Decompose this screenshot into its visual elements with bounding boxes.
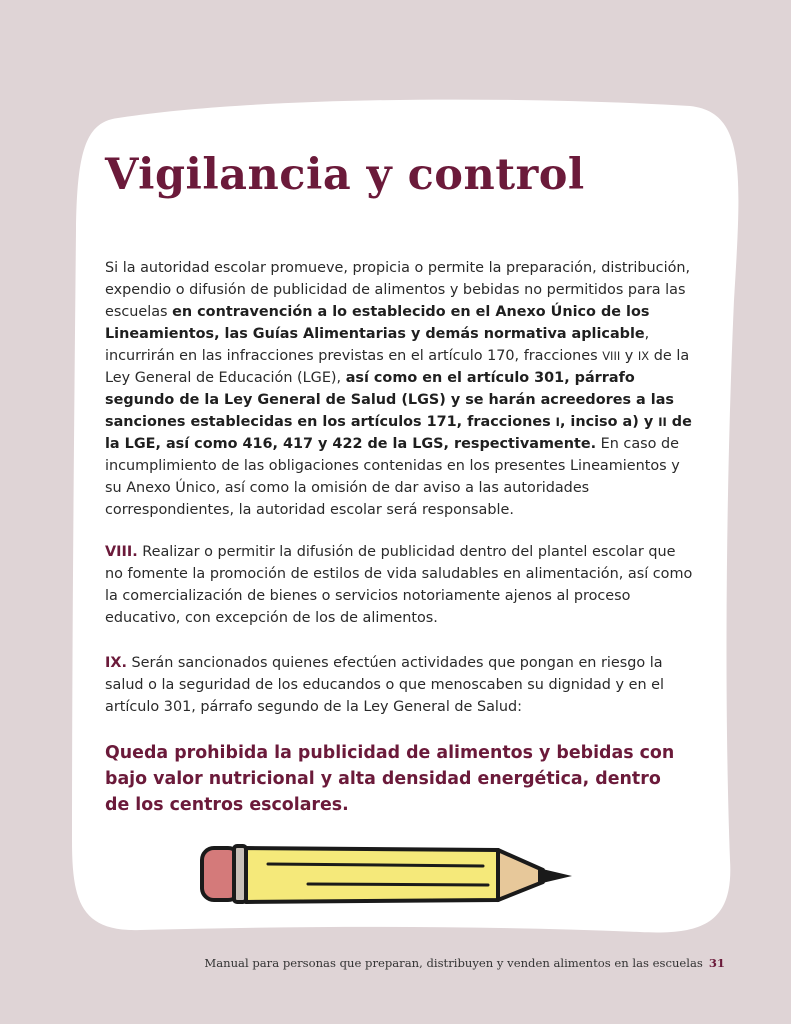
intro-text-3: y xyxy=(620,348,638,364)
intro-text-4: de la Ley General de Educación (LGE), xyxy=(105,348,690,386)
pencil-icon xyxy=(198,838,578,912)
page-title: Vigilancia y control xyxy=(105,150,585,200)
intro-text-1: Si la autoridad escolar promueve, propicia o permite la preparación, distribución, expendio o difusión de publicidad de alimentos y bebidas no permitidos para las escuelas xyxy=(105,260,691,320)
page-footer xyxy=(204,956,725,970)
footer-text: Manual para personas que preparan, distribuyen y venden alimentos en las escuelas xyxy=(204,956,703,970)
intro-bold-2: así como en el artículo 301, párrafo segundo de la Ley General de Salud (LGS) y se harán acreedores a las sanciones establecidas en los artículos 171, fracciones xyxy=(105,370,674,430)
item-ix-label: IX. xyxy=(105,655,127,671)
intro-bold-1: en contravención a lo establecido en el Anexo Único de los Lineamientos, las Guías Alimentarias y demás normativa aplicable xyxy=(105,304,650,342)
roman-i: I xyxy=(555,415,560,429)
roman-ix: IX xyxy=(637,349,650,363)
roman-viii: VIII xyxy=(602,349,621,363)
item-ix-text: Serán sancionados quienes efectúen actividades que pongan en riesgo la salud o la seguridad de los educandos o que menoscaben su dignidad y en el artículo 301, párrafo segundo de la Ley General de Salud: xyxy=(105,655,665,715)
intro-text-5: En caso de incumplimiento de las obligaciones contenidas en los presentes Lineamientos y su Anexo Único, así como la omisión de dar aviso a las autoridades correspondientes, la autoridad escolar será responsable. xyxy=(105,436,680,518)
prohibition-statement: Queda prohibida la publicidad de alimentos y bebidas con bajo valor nutricional y alta densidad energética, dentro de los centros escolares. xyxy=(105,743,675,815)
intro-bold-6: de la LGE, así como 416, 417 y 422 de la LGS, respectivamente. xyxy=(105,414,692,452)
intro-text-2: , incurrirán en las infracciones previstas en el artículo 170, fracciones xyxy=(105,326,650,364)
item-viii-text: Realizar o permitir la difusión de publicidad dentro del plantel escolar que no fomente la promoción de estilos de vida saludables en alimentación, así como la comercialización de bienes o servicios notoriamente ajenos al proceso educativo, con excepción de los de alimentos. xyxy=(105,544,693,626)
roman-ii: II xyxy=(658,415,667,429)
item-viii-label: VIII. xyxy=(105,544,138,560)
intro-bold-4: , inciso a) y xyxy=(559,414,659,430)
page-number: 31 xyxy=(708,956,725,970)
item-viii xyxy=(105,541,695,629)
item-ix xyxy=(105,652,695,718)
intro-paragraph xyxy=(105,257,695,521)
